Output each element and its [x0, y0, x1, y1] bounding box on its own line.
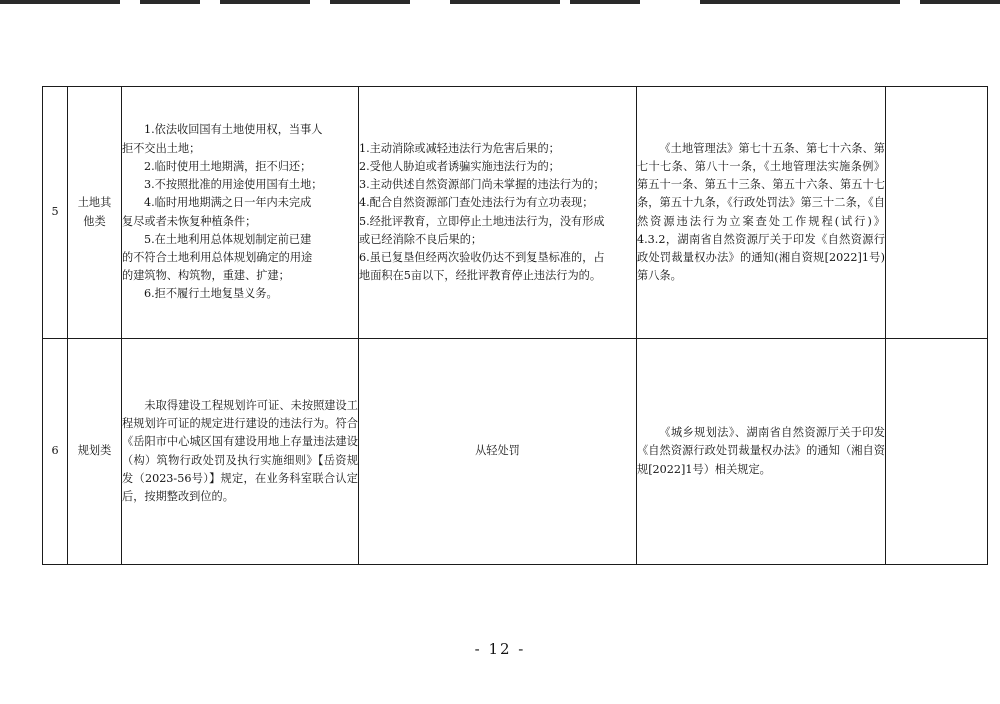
row-number: 6	[43, 339, 68, 565]
condition-line: 4.配合自然资源部门查处违法行为有立功表现；	[359, 196, 594, 210]
row-number: 5	[43, 87, 68, 339]
violation-line: 的建筑物、构筑物，重建、扩建；	[122, 269, 290, 283]
condition-line: 2.受他人胁迫或者诱骗实施违法行为的；	[359, 159, 560, 173]
table-row	[43, 87, 988, 339]
condition-line: 1.主动消除或减轻违法行为危害后果的；	[359, 141, 560, 155]
violation-line: 的不符合土地利用总体规划确定的用途	[122, 250, 313, 264]
violation-line: 复尽或者未恢复种植条件；	[122, 214, 257, 228]
violation-line: 3.不按照批准的用途使用国有土地；	[144, 178, 323, 192]
violation-line: 拒不交出土地；	[122, 141, 201, 155]
condition-line: 地面积在5亩以下，经批评教育停止违法行为的。	[359, 269, 602, 283]
category-cell	[68, 87, 122, 339]
violation-line: 5.在土地利用总体规划制定前已建	[144, 232, 312, 246]
condition-cell	[359, 87, 637, 339]
condition-line: 3.主动供述自然资源部门尚未掌握的违法行为的；	[359, 178, 605, 192]
category-cell	[68, 339, 122, 565]
category-line: 规划类	[77, 444, 112, 458]
condition-line: 或已经消除不良后果的；	[359, 232, 483, 246]
condition-line: 5.经批评教育，立即停止土地违法行为，没有形成	[359, 214, 605, 228]
previous-page-edge	[0, 0, 1000, 6]
violation-line: 1.依法收回国有土地使用权，当事人	[144, 123, 323, 137]
legal-basis-cell: 《土地管理法》第七十五条、第七十六条、第七十七条、第八十一条，《土地管理法实施条例》第五十一条、第五十三条、第五十六条、第五十七条，第五十九条，《行政处罚法》第三十二条，《自然资源违法行为立案查处工作规程(试行)》4.3.2，湖南省自然资源厅关于印发《自然资源行政处罚裁量权办法》的通知(湘自资规[2022]1号)第八条。	[637, 87, 886, 339]
page-number: - 12 -	[474, 640, 526, 658]
violation-line: 6.拒不履行土地复垦义务。	[144, 287, 278, 301]
table-row	[43, 339, 988, 565]
remark-cell	[886, 87, 988, 339]
penalty-table	[42, 86, 988, 565]
remark-cell	[886, 339, 988, 565]
violation-cell	[122, 87, 359, 339]
violation-line: 2.临时使用土地期满，拒不归还；	[144, 159, 312, 173]
category-line: 他类	[83, 214, 106, 228]
violation-cell: 未取得建设工程规划许可证、未按照建设工程规划许可证的规定进行建设的违法行为。符合《岳阳市中心城区国有建设用地上存量违法建设（构）筑物行政处罚及执行实施细则》【岳资规发（2023-56号）】规定，在业务科室联合认定后，按期整改到位的。	[122, 339, 359, 565]
legal-basis-cell: 《城乡规划法》、湖南省自然资源厅关于印发《自然资源行政处罚裁量权办法》的通知（湘自资规[2022]1号）相关规定。	[637, 339, 886, 565]
condition-cell: 从轻处罚	[359, 339, 637, 565]
category-line: 土地其	[77, 196, 112, 210]
violation-line: 4.临时用地期满之日一年内未完成	[144, 196, 312, 210]
condition-line: 6.虽已复垦但经两次验收仍达不到复垦标准的，占	[359, 250, 605, 264]
